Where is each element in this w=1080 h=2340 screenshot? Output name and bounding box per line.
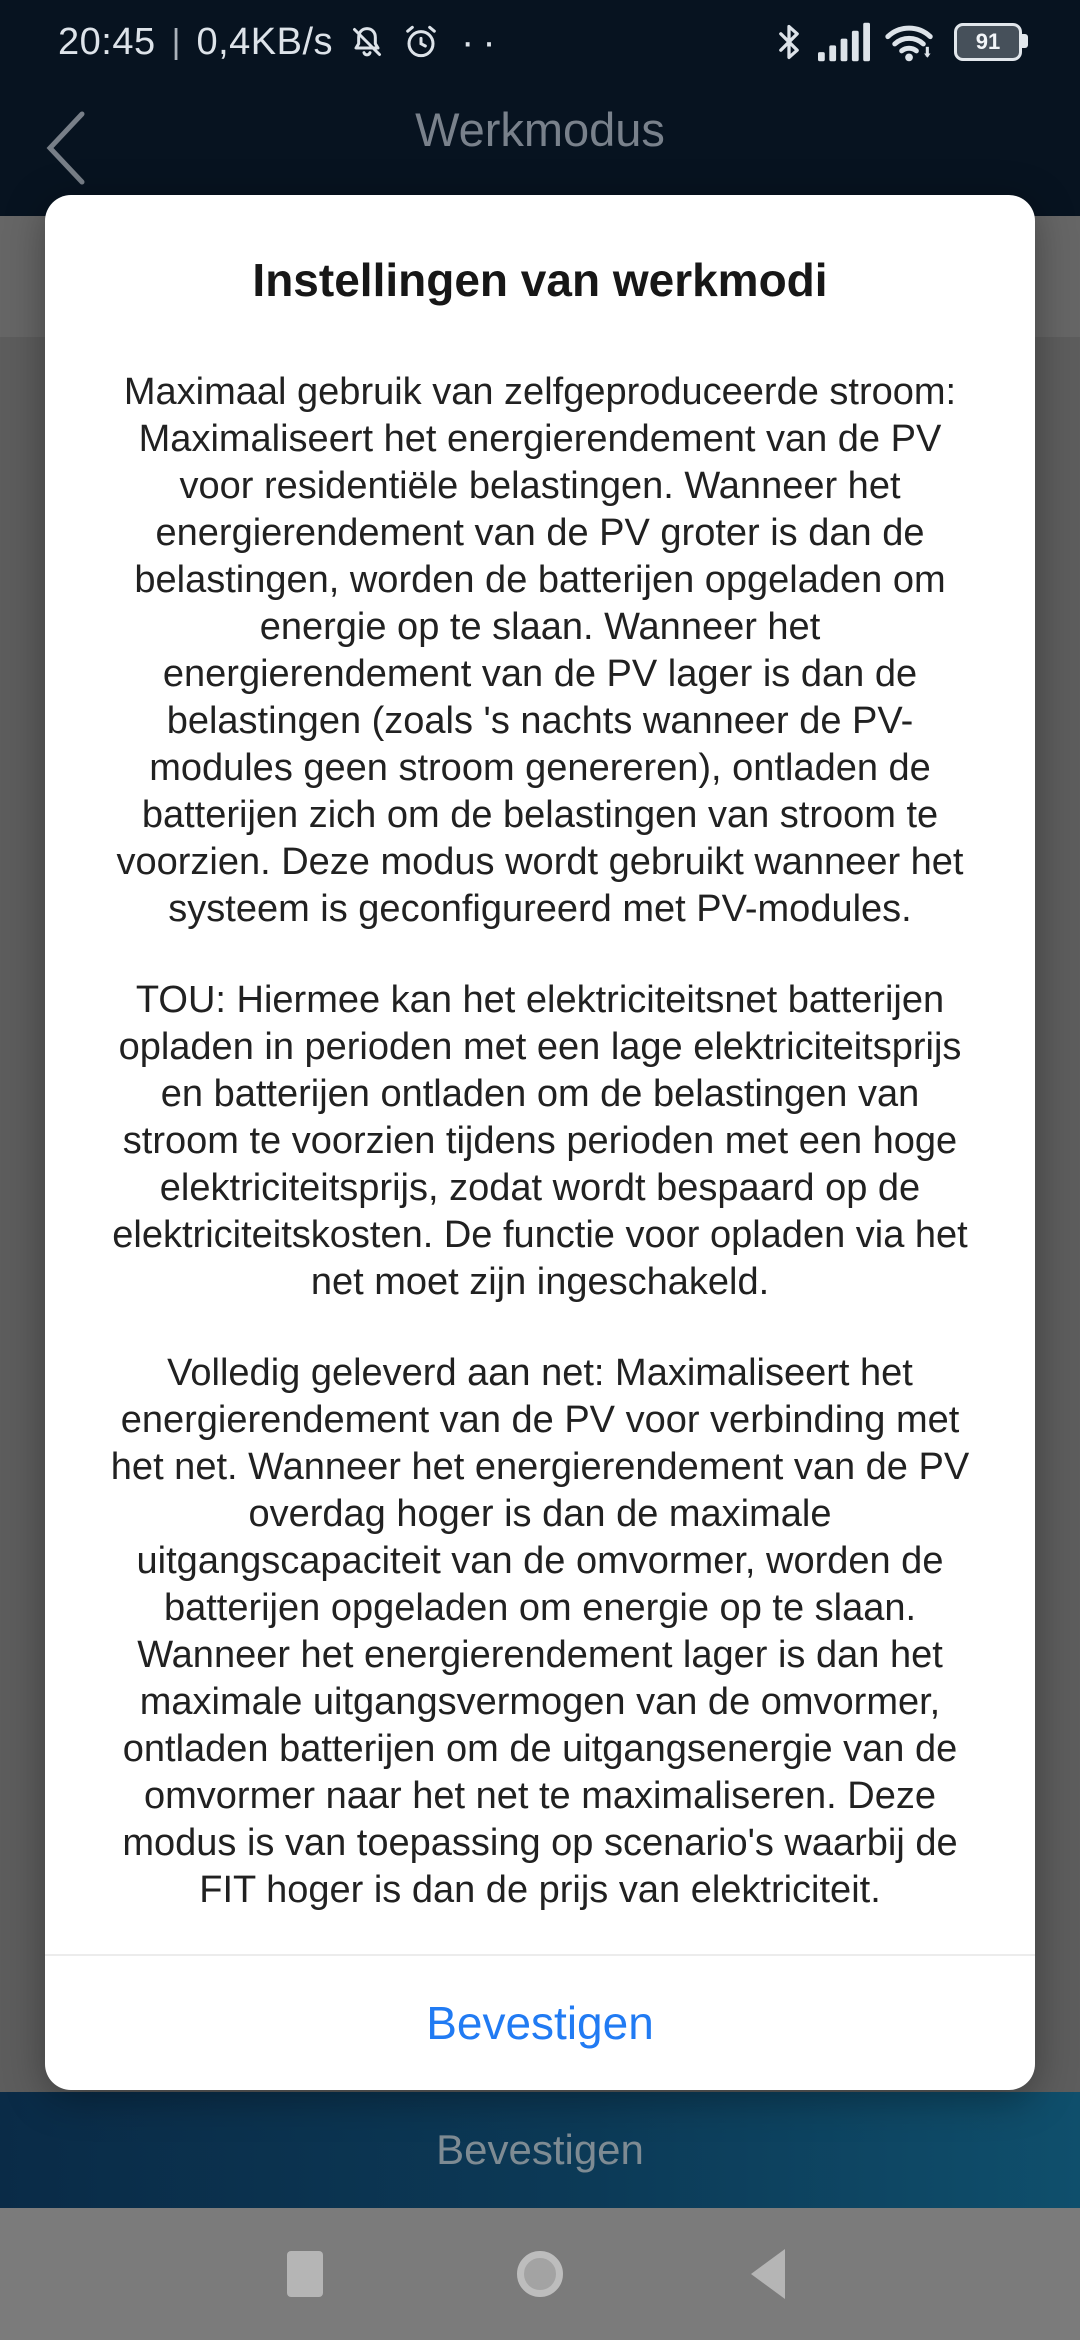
recents-square-icon xyxy=(287,2251,323,2297)
nav-recents-button[interactable] xyxy=(245,2208,365,2340)
home-circle-icon xyxy=(517,2251,563,2297)
android-nav-bar xyxy=(0,2208,1080,2340)
page-confirm-label: Bevestigen xyxy=(436,2126,644,2173)
battery-nub xyxy=(1022,34,1028,48)
muted-bell-icon xyxy=(347,22,387,62)
dialog-footer xyxy=(45,1954,1035,2090)
nav-home-button[interactable] xyxy=(480,2208,600,2340)
status-divider: | xyxy=(171,22,181,61)
page-title: Werkmodus xyxy=(415,103,665,156)
more-notifications-dots: ·· xyxy=(461,20,504,64)
top-bar-region xyxy=(0,0,1080,216)
paragraph-tou: TOU: Hiermee kan het elektriciteitsnet batterijen opladen in perioden met een lage elektriciteitsprijs en batterijen ontladen om de belastingen van stroom te voorzien tijdens perioden met een hoge elektriciteitsprijs, zodat wordt bespaard op de elektriciteitskosten. De functie voor opladen via het net moet zijn ingeschakeld. xyxy=(112,979,968,1303)
clock-text: 20:45 xyxy=(58,20,156,63)
wifi-icon xyxy=(884,20,936,64)
confirm-button[interactable]: Bevestigen xyxy=(420,1995,660,2051)
paragraph-full-feed-to-grid: Volledig geleverd aan net: Maximaliseert het energierendement van de PV voor verbinding met het net. Wanneer het energierendement van de PV overdag hoger is dan de maximale uitgangscapaciteit van de omvormer, worden de batterijen opgeladen om energie op te slaan. Wanneer het energierendement lager is dan het maximale uitgangsvermogen van de omvormer, ontladen batterijen om de uitgangsenergie van de omvormer naar het net te maximaliseren. Deze modus is van toepassing op scenario's waarbij de FIT hoger is dan de prijs van elektriciteit. xyxy=(110,1352,970,1911)
network-speed-text: 0,4KB/s xyxy=(196,20,334,63)
battery-percent-text: 91 xyxy=(975,29,1001,54)
work-mode-info-dialog xyxy=(45,195,1035,2090)
dialog-body xyxy=(45,369,1035,1914)
page-confirm-button[interactable] xyxy=(0,2092,1080,2208)
battery-indicator xyxy=(954,23,1022,61)
back-triangle-icon xyxy=(751,2249,785,2299)
dialog-title: Instellingen van werkmodi xyxy=(252,254,828,306)
signal-strength-icon xyxy=(818,22,870,62)
status-bar-right xyxy=(774,20,1022,64)
paragraph-self-consumption: Maximaal gebruik van zelfgeproduceerde stroom: Maximaliseert het energierendement van de PV voor residentiële belastingen. Wanneer het energierendement van de PV groter is dan de belastingen, worden de batterijen opgeladen om energie op te slaan. Wanneer het energierendement van de PV lager is dan de belastingen (zoals 's nachts wanneer de PV-modules geen stroom genereren), ontladen de batterijen zich om de belastingen van stroom te voorzien. Deze modus wordt gebruikt wanneer het systeem is geconfigureerd met PV-modules. xyxy=(116,371,964,930)
nav-back-button[interactable] xyxy=(708,2208,828,2340)
bluetooth-icon xyxy=(774,22,804,62)
status-bar xyxy=(0,12,1080,72)
app-header xyxy=(0,84,1080,204)
alarm-clock-icon xyxy=(401,22,441,62)
status-bar-left xyxy=(58,21,504,64)
